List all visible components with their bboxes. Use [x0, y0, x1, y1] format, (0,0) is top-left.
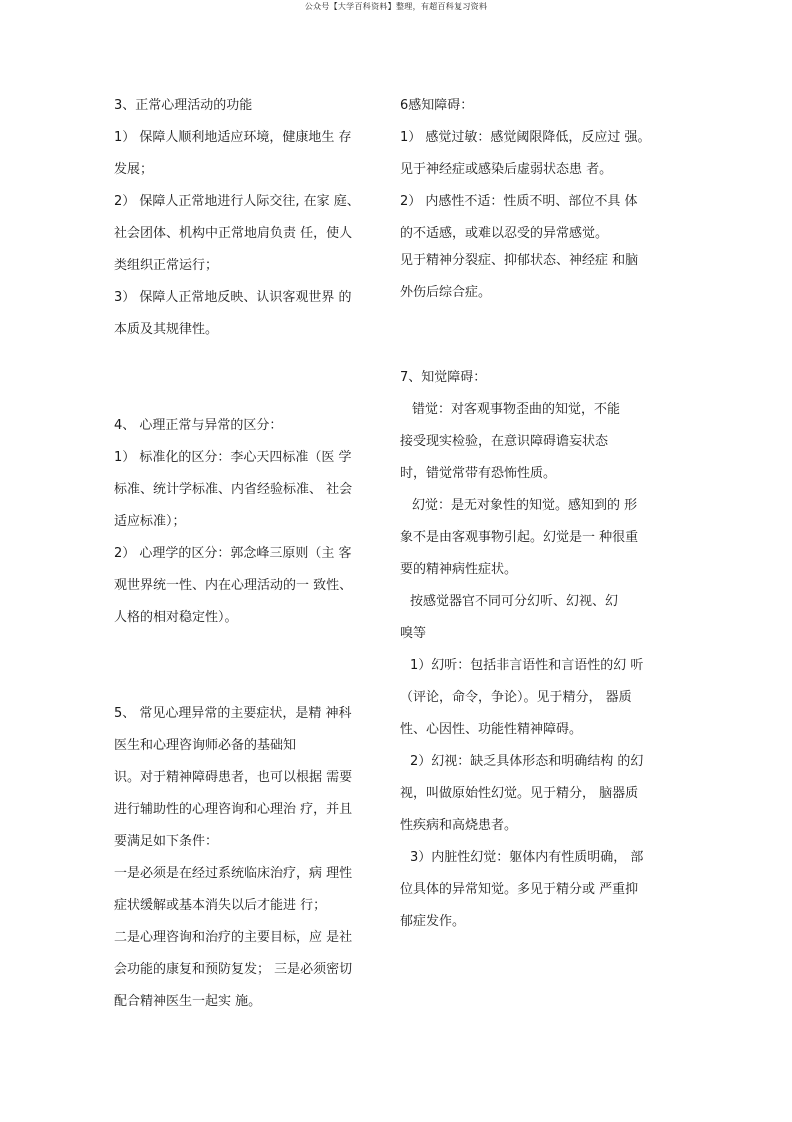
text-line: 类组织正常运行；	[114, 258, 219, 273]
text-line: 发展；	[114, 162, 154, 177]
text-line: 位具体的异常知觉。多见于精分或 严重抑	[400, 882, 639, 897]
text-line: 2） 心理学的区分：郭念峰三原则（主 客	[114, 546, 352, 561]
text-line: 医生和心理咨询师必备的基础知	[114, 738, 297, 753]
text-line: （评论，命令，争论）。见于精分， 器质	[400, 690, 632, 705]
text-line: 3）内脏性幻觉：躯体内有性质明确， 部	[410, 850, 644, 865]
text-line: 的不适感，或难以忍受的异常感觉。	[400, 226, 609, 241]
text-line: 幻觉：是无对象性的知觉。感知到的 形	[412, 498, 638, 513]
text-line: 2） 内感性不适：性质不明、部位不具 体	[400, 194, 638, 209]
text-line: 社会团体、机构中正常地肩负责 任，使人	[114, 226, 353, 241]
text-line: 见于精神分裂症、抑郁状态、神经症 和脑	[400, 253, 639, 268]
section-4-title: 4、 心理正常与异常的区分：	[114, 418, 283, 433]
text-line: 接受现实检验，在意识障碍谵妄状态	[400, 434, 609, 449]
section-3-title: 3、正常心理活动的功能	[114, 98, 253, 113]
text-line: 嗅等	[400, 626, 427, 641]
text-line: 按感觉器官不同可分幻听、幻视、幻	[410, 594, 619, 609]
right-column	[400, 93, 668, 931]
text-line: 配合精神医生一起实 施。	[114, 994, 262, 1009]
text-line: 性疾病和高烧患者。	[400, 818, 518, 833]
section-7-title: 7、知觉障碍：	[400, 370, 487, 385]
text-line: 1） 保障人顺利地适应环境，健康地生 存	[114, 130, 352, 145]
text-line: 视，叫做原始性幻觉。见于精分， 脑器质	[400, 786, 639, 801]
text-line: 本质及其规律性。	[114, 322, 219, 337]
text-line: 二是心理咨询和治疗的主要目标，应 是社	[114, 930, 353, 945]
text-line: 见于神经症或感染后虚弱状态患 者。	[400, 162, 613, 177]
section-5-title: 5、 常见心理异常的主要症状，是精 神科	[114, 706, 352, 721]
text-line: 要的精神病性症状。	[400, 562, 518, 577]
text-line: 3） 保障人正常地反映、认识客观世界 的	[114, 290, 352, 305]
text-line: 进行辅助性的心理咨询和心理治 疗，并且	[114, 802, 353, 817]
text-line: 观世界统一性、内在心理活动的一 致性、	[114, 578, 353, 593]
text-line: 2） 保障人正常地进行人际交往, 在家 庭、	[114, 194, 360, 209]
text-line: 象不是由客观事物引起。幻觉是一 种很重	[400, 530, 639, 545]
text-line: 会功能的康复和预防复发； 三是必须密切	[114, 962, 353, 977]
text-line: 1） 感觉过敏：感觉阈限降低，反应过 强。	[400, 130, 651, 145]
text-line: 外伤后综合症。	[400, 285, 492, 300]
text-line: 要满足如下条件：	[114, 834, 219, 849]
text-line: 郁症发作。	[400, 914, 466, 929]
text-line: 错觉：对客观事物歪曲的知觉，不能	[412, 402, 621, 417]
text-line: 一是必须是在经过系统临床治疗，病 理性	[114, 866, 353, 881]
text-line: 识。对于精神障碍患者，也可以根据 需要	[114, 770, 353, 785]
text-line: 2）幻视：缺乏具体形态和明确结构 的幻	[410, 754, 644, 769]
text-line: 人格的相对稳定性）。	[114, 610, 238, 625]
page-header: 公众号【大学百科资料】整理，有超百科复习资料	[304, 2, 488, 11]
text-line: 标准、统计学标准、内省经验标准、 社会	[114, 482, 353, 497]
text-line: 适应标准）；	[114, 514, 186, 529]
text-line: 时，错觉常带有恐怖性质。	[400, 466, 557, 481]
left-column	[114, 93, 382, 1011]
text-line: 1） 标准化的区分：李心天四标准（医 学	[114, 450, 352, 465]
text-line: 性、心因性、功能性精神障碍。	[400, 722, 583, 737]
section-6-title: 6感知障碍：	[400, 98, 474, 113]
text-line: 1）幻听：包括非言语性和言语性的幻 听	[410, 658, 644, 673]
text-line: 症状缓解或基本消失以后才能进 行；	[114, 898, 327, 913]
